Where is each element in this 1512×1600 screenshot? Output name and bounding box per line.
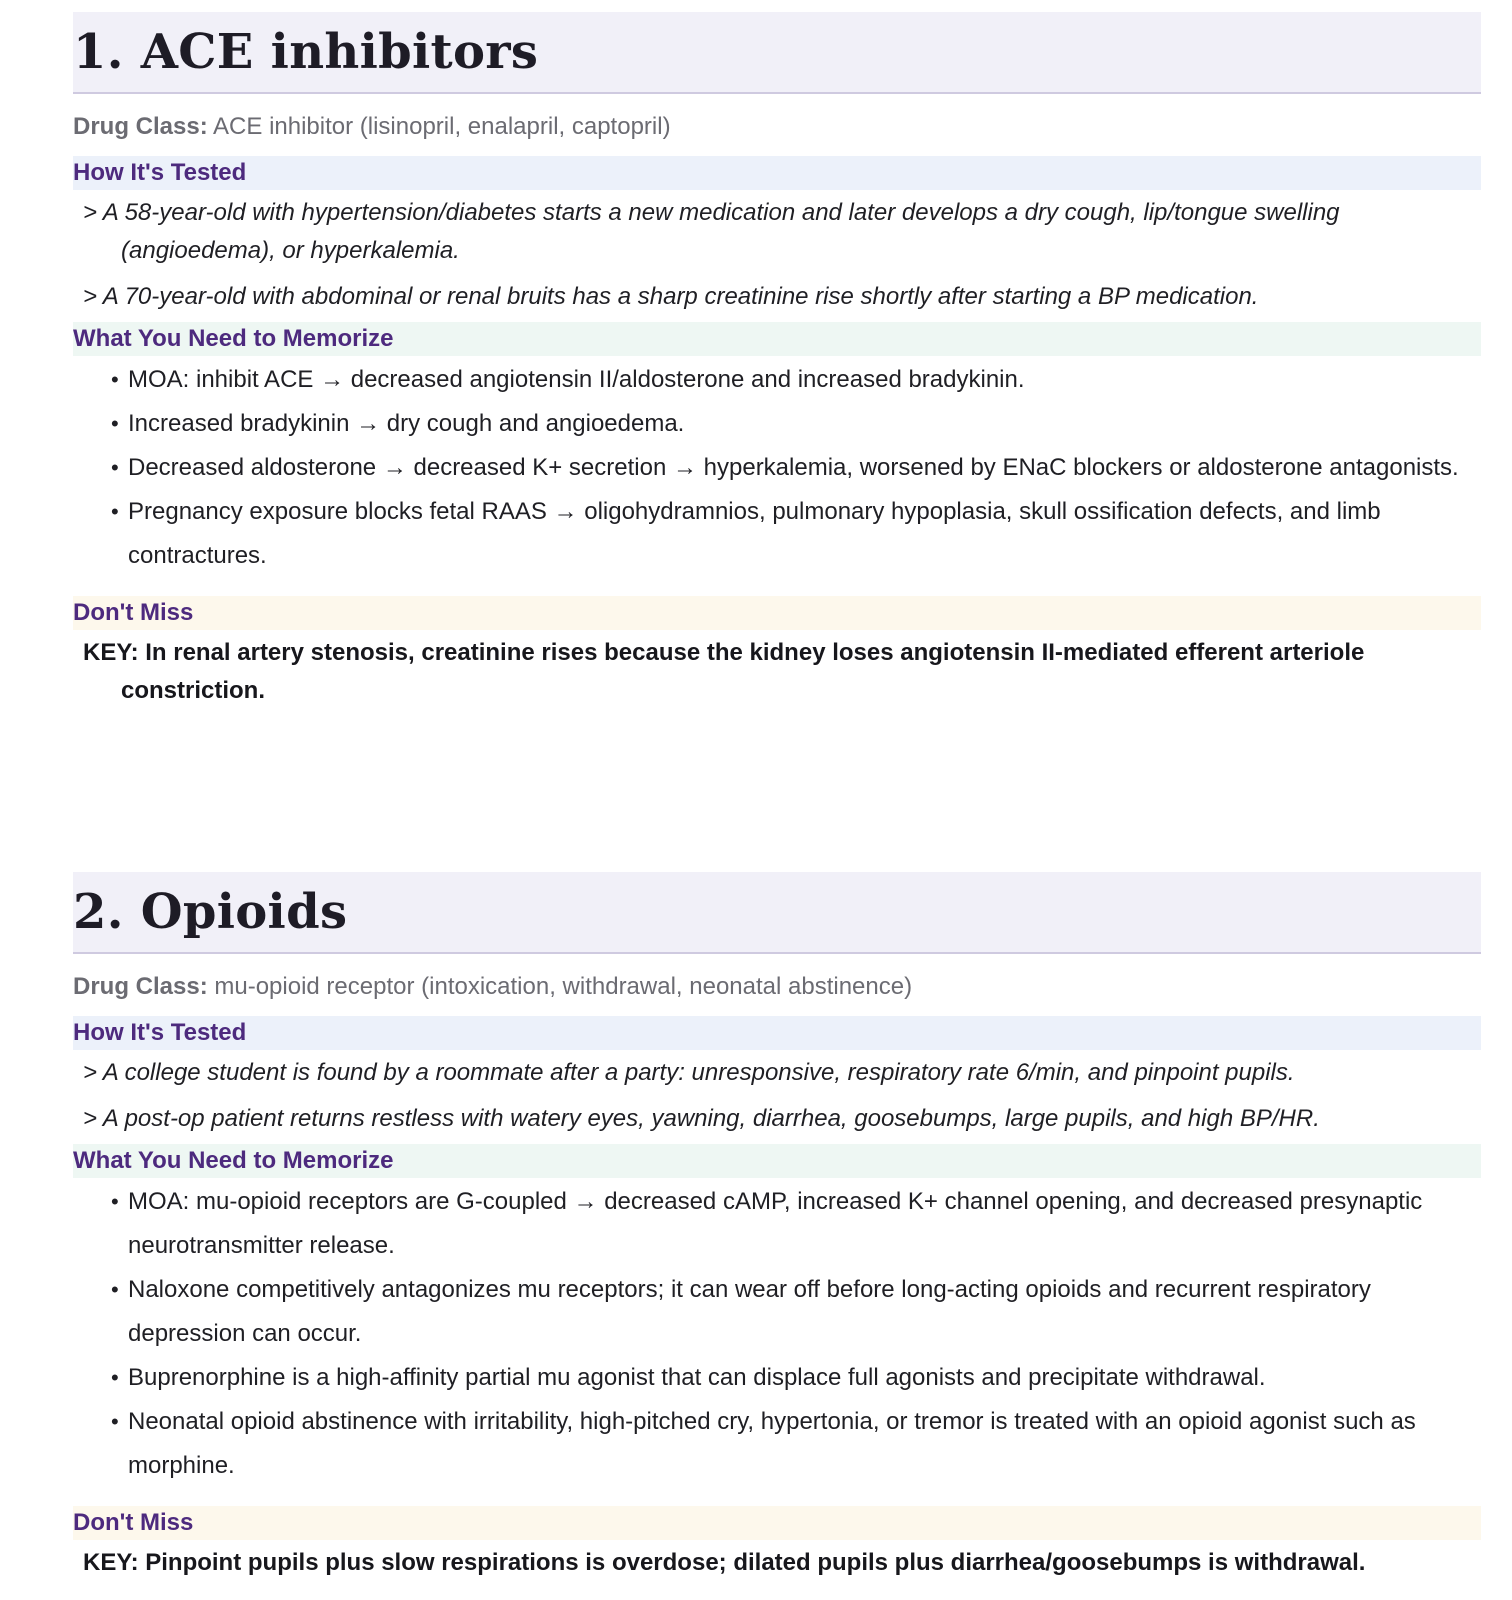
memorize-text: MOA: mu-opioid receptors are G-coupled → decreased cAMP, increased K+ channel opening, and decreased presynaptic neurotransmitter release. — [128, 1188, 1423, 1259]
memorize-item — [73, 446, 1481, 490]
bullet-marker: • — [111, 499, 119, 524]
memorize-list — [73, 358, 1481, 578]
memorize-item — [73, 1268, 1481, 1356]
memorize-text: Naloxone competitively antagonizes mu receptors; it can wear off before long-acting opioids and recurrent respiratory depression can occur. — [128, 1276, 1371, 1347]
memorize-text: Neonatal opioid abstinence with irritability, high-pitched cry, hypertonia, or tremor is treated with an opioid agonist such as morphine. — [128, 1408, 1416, 1479]
dont-miss-heading: Don't Miss — [73, 1506, 1481, 1540]
section-title: 1. ACE inhibitors — [73, 24, 539, 80]
bullet-marker: • — [111, 367, 119, 392]
drug-class-value: ACE inhibitor (lisinopril, enalapril, captopril) — [213, 113, 671, 140]
dont-miss-heading: Don't Miss — [73, 596, 1481, 630]
bullet-marker: • — [111, 1189, 119, 1214]
section-title-bar — [73, 872, 1481, 954]
memorize-text: Increased bradykinin → dry cough and angioedema. — [128, 410, 685, 437]
drug-class-value: mu-opioid receptor (intoxication, withdrawal, neonatal abstinence) — [214, 973, 913, 1000]
bullet-marker: • — [111, 1277, 119, 1302]
bullet-marker: • — [111, 1409, 119, 1434]
memorize-item — [73, 1180, 1481, 1268]
how-tested-heading: How It's Tested — [73, 156, 1481, 190]
drug-class-label: Drug Class: — [73, 973, 208, 1000]
scenario-item: > A college student is found by a roommate after a party: unresponsive, respiratory rate 6/min, and pinpoint pupils. — [83, 1059, 1295, 1086]
drug-class-label: Drug Class: — [73, 113, 208, 140]
memorize-heading: What You Need to Memorize — [73, 322, 1481, 356]
scenario-item: > A 58-year-old with hypertension/diabetes starts a new medication and later develops a dry cough, lip/tongue swelling (angioedema), or hyperkalemia. — [83, 199, 1340, 264]
memorize-item — [73, 358, 1481, 402]
key-point: KEY: In renal artery stenosis, creatinine rises because the kidney loses angiotensin II-mediated efferent arteriole constriction. — [83, 639, 1365, 704]
scenario-item: > A post-op patient returns restless with watery eyes, yawning, diarrhea, goosebumps, large pupils, and high BP/HR. — [83, 1105, 1320, 1132]
memorize-item — [73, 1400, 1481, 1488]
section-title: 2. Opioids — [73, 884, 348, 940]
section-opioids — [73, 872, 1481, 1582]
memorize-list — [73, 1180, 1481, 1488]
key-point: KEY: Pinpoint pupils plus slow respirations is overdose; dilated pupils plus diarrhea/goosebumps is withdrawal. — [83, 1549, 1366, 1576]
memorize-text: MOA: inhibit ACE → decreased angiotensin II/aldosterone and increased bradykinin. — [128, 366, 1025, 393]
scenario-item: > A 70-year-old with abdominal or renal bruits has a sharp creatinine rise shortly after starting a BP medication. — [83, 283, 1259, 310]
bullet-marker: • — [111, 1365, 119, 1390]
memorize-text: Decreased aldosterone → decreased K+ secretion → hyperkalemia, worsened by ENaC blockers or aldosterone antagonists. — [128, 454, 1459, 481]
memorize-item — [73, 1356, 1481, 1400]
bullet-marker: • — [111, 411, 119, 436]
memorize-text: Buprenorphine is a high-affinity partial mu agonist that can displace full agonists and precipitate withdrawal. — [128, 1364, 1266, 1391]
how-tested-heading: How It's Tested — [73, 1016, 1481, 1050]
drug-class-line — [73, 972, 1481, 1002]
section-ace-inhibitors — [73, 12, 1481, 710]
memorize-item — [73, 490, 1481, 578]
memorize-text: Pregnancy exposure blocks fetal RAAS → oligohydramnios, pulmonary hypoplasia, skull ossification defects, and limb contractures. — [128, 498, 1381, 569]
section-title-bar — [73, 12, 1481, 94]
memorize-item — [73, 402, 1481, 446]
memorize-heading: What You Need to Memorize — [73, 1144, 1481, 1178]
bullet-marker: • — [111, 455, 119, 480]
drug-class-line — [73, 112, 1481, 142]
